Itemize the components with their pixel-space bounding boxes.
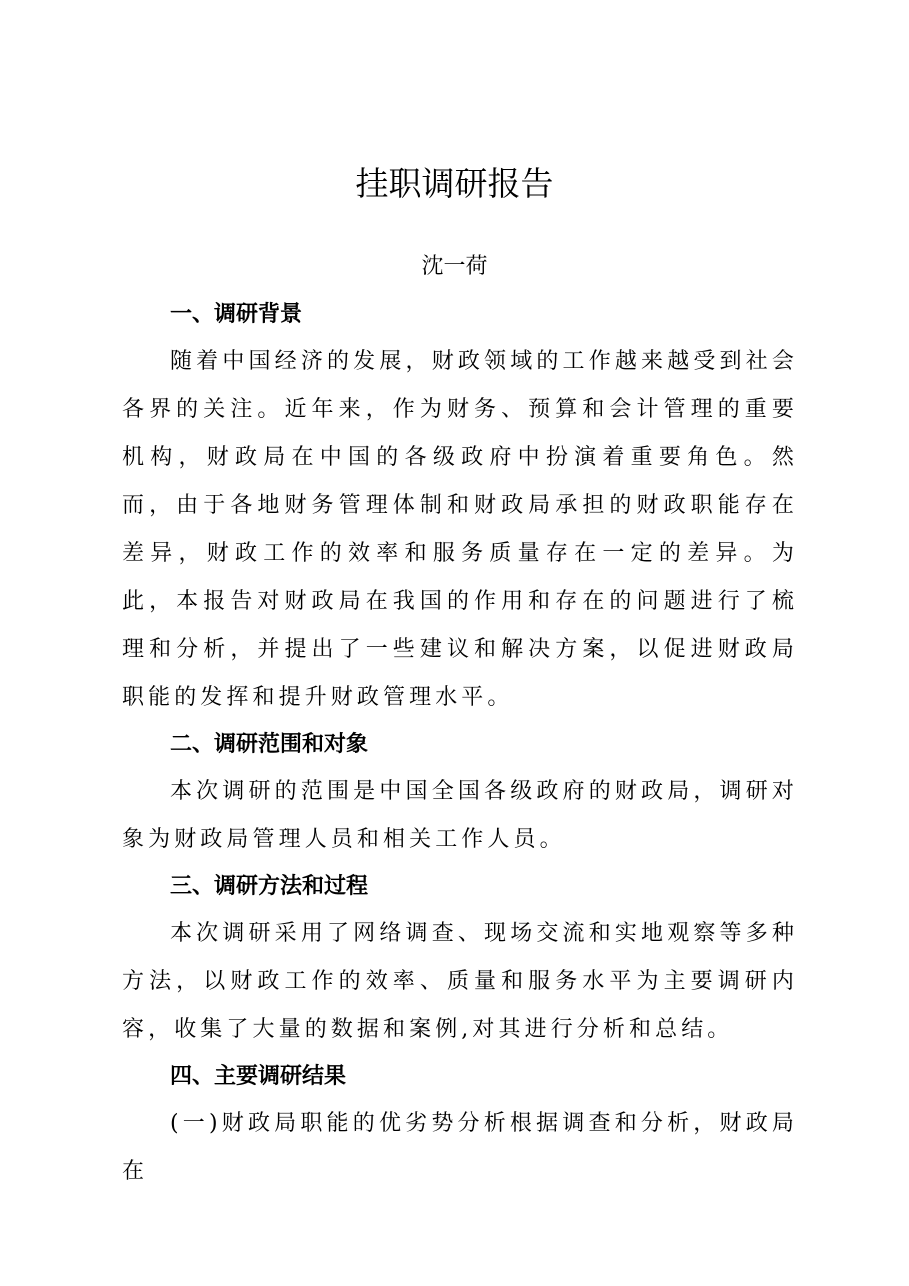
- section-heading-results: 四、主要调研结果: [170, 1064, 347, 1089]
- section-heading-method: 三、调研方法和过程: [170, 874, 369, 899]
- section-paragraph-background: 随着中国经济的发展，财政领域的工作越来越受到社会各界的关注。近年来，作为财务、预算和会计管理的重要机构，财政局在中国的各级政府中扮演着重要角色。然而，由于各地财务管理体制和财政局承担的财政职能存在差异，财政工作的效率和服务质量存在一定的差异。为此，本报告对财政局在我国的作用和存在的问题进行了梳理和分析，并提出了一些建议和解决方案，以促进财政局职能的发挥和提升财政管理水平。: [122, 349, 798, 710]
- document-author: 沈一荷: [421, 254, 488, 279]
- document-title: 挂职调研报告: [355, 164, 554, 203]
- section-paragraph-method: 本次调研采用了网络调查、现场交流和实地观察等多种方法，以财政工作的效率、质量和服务水平为主要调研内容，收集了大量的数据和案例,对其进行分析和总结。: [122, 921, 798, 1042]
- section-paragraph-results: (一)财政局职能的优劣势分析根据调查和分析，财政局在: [122, 1111, 798, 1184]
- section-paragraph-scope: 本次调研的范围是中国全国各级政府的财政局，调研对象为财政局管理人员和相关工作人员。: [122, 779, 798, 852]
- section-heading-scope: 二、调研范围和对象: [170, 732, 369, 757]
- section-heading-background: 一、调研背景: [170, 302, 303, 327]
- document-body: [122, 292, 798, 1196]
